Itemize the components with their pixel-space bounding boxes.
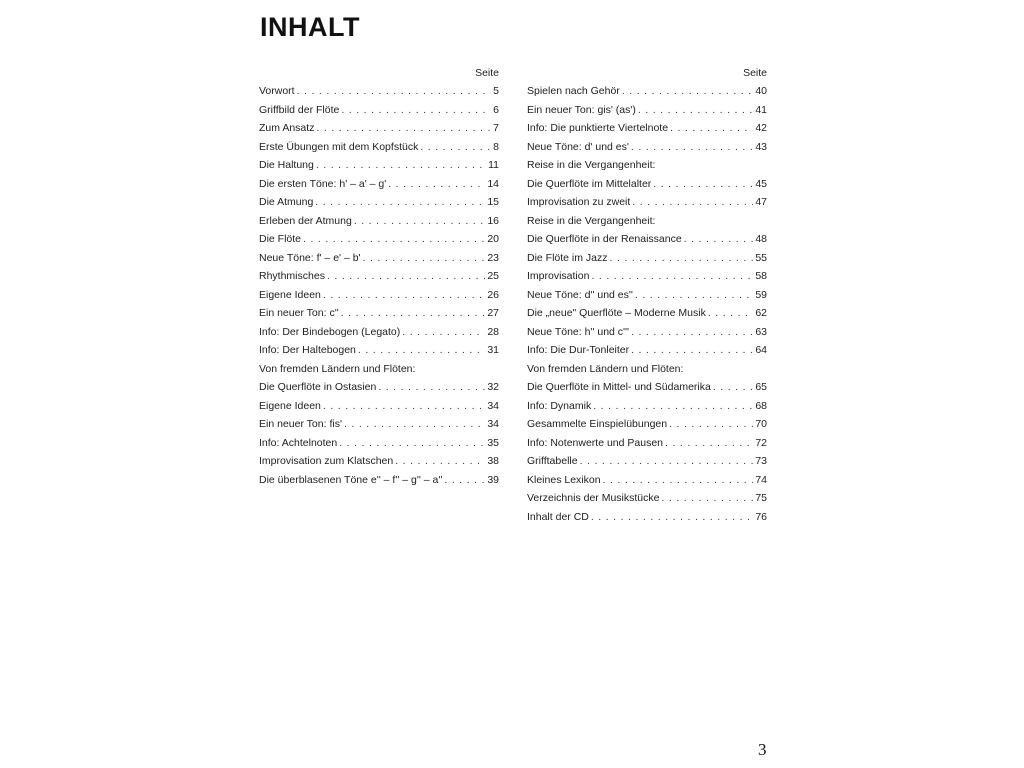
toc-entry[interactable] bbox=[259, 230, 499, 249]
toc-leader-dots bbox=[638, 101, 753, 120]
toc-leader-dots bbox=[631, 323, 753, 342]
toc-entry-page: 7 bbox=[493, 122, 499, 134]
toc-entry-page: 65 bbox=[755, 381, 767, 393]
toc-entry-title: Info: Der Haltebogen bbox=[259, 344, 356, 356]
toc-entry[interactable] bbox=[527, 360, 767, 379]
toc-entry-page: 48 bbox=[755, 233, 767, 245]
toc-entry[interactable] bbox=[259, 434, 499, 453]
toc-leader-dots bbox=[631, 341, 753, 360]
toc-entry-page: 34 bbox=[487, 418, 499, 430]
toc-entry-title: Die überblasenen Töne e'' – f'' – g'' – a'' bbox=[259, 473, 443, 486]
toc-entry-title: Die Flöte bbox=[259, 233, 302, 245]
toc-entry-title: Erleben der Atmung bbox=[259, 214, 352, 227]
toc-entry[interactable] bbox=[527, 286, 767, 305]
toc-entry[interactable] bbox=[259, 397, 499, 416]
toc-entry-title: Verzeichnis der Musikstücke bbox=[527, 492, 660, 504]
toc-entry-title: Info: Achtelnoten bbox=[259, 436, 338, 449]
toc-entry-page: 28 bbox=[487, 325, 499, 338]
toc-entry[interactable] bbox=[527, 471, 767, 490]
toc-leader-dots bbox=[316, 156, 486, 175]
toc-leader-dots bbox=[327, 267, 485, 286]
toc-entry[interactable] bbox=[527, 341, 767, 360]
toc-entry-title: Info: Die Dur-Tonleiter bbox=[527, 344, 630, 356]
toc-entry[interactable] bbox=[527, 434, 767, 453]
toc-leader-dots bbox=[591, 267, 753, 286]
toc-entry[interactable] bbox=[527, 138, 767, 157]
toc-leader-dots bbox=[323, 286, 485, 305]
toc-entry[interactable] bbox=[259, 267, 499, 286]
toc-leader-dots bbox=[339, 434, 485, 453]
toc-leader-dots bbox=[444, 471, 485, 490]
toc-entry-page: 31 bbox=[487, 344, 499, 356]
toc-entry[interactable] bbox=[527, 82, 767, 101]
toc-leader-dots bbox=[363, 249, 486, 268]
toc-entry-title: Eigene Ideen bbox=[259, 288, 321, 301]
toc-entry[interactable] bbox=[259, 415, 499, 434]
toc-entry[interactable] bbox=[259, 323, 499, 342]
toc-entry[interactable] bbox=[259, 378, 499, 397]
toc-entry-title: Die ersten Töne: h' – a' – g' bbox=[259, 177, 387, 190]
toc-entry-page: 43 bbox=[755, 140, 767, 153]
toc-entry[interactable] bbox=[527, 230, 767, 249]
toc-leader-dots bbox=[653, 175, 753, 194]
toc-entry-page: 39 bbox=[487, 473, 499, 486]
toc-entry-title: Kleines Lexikon bbox=[527, 473, 601, 486]
toc-leader-dots bbox=[303, 230, 485, 249]
page-title: INHALT bbox=[260, 12, 360, 42]
toc-entry[interactable] bbox=[259, 249, 499, 268]
toc-entry-title: Reise in die Vergangenheit: bbox=[527, 214, 656, 227]
toc-entry-title: Info: Notenwerte und Pausen bbox=[527, 436, 664, 449]
toc-right-column bbox=[527, 66, 767, 526]
toc-leader-dots bbox=[395, 452, 485, 471]
toc-entry-title: Reise in die Vergangenheit: bbox=[527, 159, 656, 171]
toc-entry-page: 70 bbox=[755, 418, 767, 430]
toc-entry[interactable] bbox=[259, 452, 499, 471]
toc-entry-title: Die „neue" Querflöte – Moderne Musik bbox=[527, 307, 706, 319]
toc-entry[interactable] bbox=[527, 249, 767, 268]
toc-entry-page: 74 bbox=[755, 473, 767, 486]
toc-leader-dots bbox=[593, 397, 753, 416]
toc-entry-page: 15 bbox=[487, 196, 499, 208]
toc-entry-page: 16 bbox=[487, 214, 499, 227]
toc-right-list bbox=[527, 82, 767, 526]
toc-entry-title: Ein neuer Ton: fis' bbox=[259, 418, 342, 430]
toc-entry-title: Die Flöte im Jazz bbox=[527, 251, 608, 264]
toc-entry-title: Ein neuer Ton: gis' (as') bbox=[527, 103, 636, 116]
toc-entry[interactable] bbox=[259, 156, 499, 175]
toc-entry[interactable] bbox=[527, 193, 767, 212]
toc-leader-dots bbox=[341, 101, 491, 120]
page-number: 3 bbox=[758, 740, 767, 759]
toc-entry-page: 34 bbox=[487, 399, 499, 412]
toc-entry-title: Improvisation bbox=[527, 270, 590, 282]
toc-entry[interactable] bbox=[527, 452, 767, 471]
toc-leader-dots bbox=[341, 304, 486, 323]
toc-entry[interactable] bbox=[259, 471, 499, 490]
toc-entry-page: 76 bbox=[755, 510, 767, 523]
toc-entry-title: Neue Töne: h'' und c''' bbox=[527, 325, 630, 338]
toc-leader-dots bbox=[708, 304, 753, 323]
toc-entry-title: Die Haltung bbox=[259, 159, 314, 171]
toc-entry-page: 40 bbox=[755, 85, 767, 97]
toc-entry-title: Die Querflöte in der Renaissance bbox=[527, 233, 682, 245]
toc-entry-title: Improvisation zum Klatschen bbox=[259, 455, 394, 467]
toc-entry[interactable] bbox=[527, 508, 767, 527]
toc-leader-dots bbox=[316, 119, 491, 138]
toc-leader-dots bbox=[661, 489, 753, 508]
seite-label-left: Seite bbox=[475, 67, 499, 79]
toc-leader-dots bbox=[323, 397, 485, 416]
toc-leader-dots bbox=[315, 193, 485, 212]
toc-entry-title: Griffbild der Flöte bbox=[259, 103, 340, 116]
toc-entry-title: Erste Übungen mit dem Kopfstück bbox=[259, 140, 419, 153]
toc-entry-title: Von fremden Ländern und Flöten: bbox=[527, 362, 684, 375]
toc-leader-dots bbox=[354, 212, 486, 231]
toc-entry-title: Spielen nach Gehör bbox=[527, 85, 620, 97]
toc-entry-page: 47 bbox=[755, 196, 767, 208]
toc-entry-page: 41 bbox=[755, 103, 767, 116]
toc-leader-dots bbox=[378, 378, 485, 397]
toc-entry-page: 32 bbox=[487, 381, 499, 393]
toc-entry-title: Die Querflöte im Mittelalter bbox=[527, 177, 652, 190]
toc-entry-page: 27 bbox=[487, 307, 499, 319]
toc-entry[interactable] bbox=[527, 175, 767, 194]
toc-entry-page: 64 bbox=[755, 344, 767, 356]
toc-entry-title: Gesammelte Einspielübungen bbox=[527, 418, 668, 430]
toc-entry-title: Die Querflöte in Ostasien bbox=[259, 381, 377, 393]
toc-entry-page: 23 bbox=[487, 251, 499, 264]
toc-leader-dots bbox=[684, 230, 754, 249]
toc-leader-dots bbox=[622, 82, 753, 101]
toc-entry-page: 26 bbox=[487, 288, 499, 301]
toc-leader-dots bbox=[297, 82, 492, 101]
toc-entry[interactable] bbox=[259, 119, 499, 138]
toc-entry[interactable] bbox=[259, 82, 499, 101]
toc-entry[interactable] bbox=[527, 119, 767, 138]
toc-entry[interactable] bbox=[527, 323, 767, 342]
toc-entry[interactable] bbox=[527, 378, 767, 397]
toc-entry-page: 11 bbox=[488, 159, 499, 171]
toc-entry[interactable] bbox=[527, 156, 767, 175]
toc-leader-dots bbox=[580, 452, 754, 471]
toc-entry-page: 35 bbox=[487, 436, 499, 449]
toc-leader-dots bbox=[632, 193, 753, 212]
toc-entry-title: Vorwort bbox=[259, 85, 295, 97]
toc-entry-title: Neue Töne: d'' und es'' bbox=[527, 288, 633, 301]
toc-entry[interactable] bbox=[259, 286, 499, 305]
toc-entry-title: Neue Töne: d' und es' bbox=[527, 140, 629, 153]
toc-entry-title: Die Atmung bbox=[259, 196, 314, 208]
toc-entry-title: Ein neuer Ton: c'' bbox=[259, 307, 339, 319]
toc-entry[interactable] bbox=[527, 415, 767, 434]
toc-entry-title: Die Querflöte in Mittel- und Südamerika bbox=[527, 381, 711, 393]
toc-entry[interactable] bbox=[259, 175, 499, 194]
toc-entry-page: 75 bbox=[755, 492, 767, 504]
toc-entry-title: Inhalt der CD bbox=[527, 510, 589, 523]
toc-entry-page: 45 bbox=[755, 177, 767, 190]
toc-entry-title: Zum Ansatz bbox=[259, 122, 315, 134]
toc-entry-title: Info: Der Bindebogen (Legato) bbox=[259, 325, 401, 338]
toc-entry-title: Eigene Ideen bbox=[259, 399, 321, 412]
toc-entry-page: 20 bbox=[487, 233, 499, 245]
toc-entry[interactable] bbox=[527, 212, 767, 231]
toc-entry-page: 42 bbox=[755, 122, 767, 134]
toc-entry-page: 25 bbox=[487, 270, 499, 282]
toc-entry-title: Rhythmisches bbox=[259, 270, 325, 282]
toc-leader-dots bbox=[603, 471, 754, 490]
toc-entry[interactable] bbox=[527, 397, 767, 416]
toc-entry[interactable] bbox=[527, 489, 767, 508]
toc-entry-title: Info: Dynamik bbox=[527, 399, 592, 412]
toc-entry-page: 6 bbox=[493, 103, 499, 116]
toc-leader-dots bbox=[344, 415, 485, 434]
toc-entry-page: 58 bbox=[755, 270, 767, 282]
toc-left-column bbox=[259, 66, 499, 489]
toc-entry[interactable] bbox=[527, 267, 767, 286]
toc-entry-title: Neue Töne: f' – e' – b' bbox=[259, 251, 361, 264]
toc-entry-page: 5 bbox=[493, 85, 499, 97]
toc-leader-dots bbox=[591, 508, 753, 527]
toc-entry-page: 72 bbox=[755, 436, 767, 449]
toc-entry-page: 38 bbox=[487, 455, 499, 467]
toc-entry-page: 68 bbox=[755, 399, 767, 412]
toc-entry-title: Grifftabelle bbox=[527, 455, 578, 467]
toc-leader-dots bbox=[713, 378, 753, 397]
toc-entry[interactable] bbox=[527, 101, 767, 120]
toc-entry-page: 63 bbox=[755, 325, 767, 338]
toc-leader-dots bbox=[670, 119, 753, 138]
toc-entry-page: 55 bbox=[755, 251, 767, 264]
toc-entry-page: 73 bbox=[755, 455, 767, 467]
toc-leader-dots bbox=[631, 138, 753, 157]
toc-entry[interactable] bbox=[259, 360, 499, 379]
seite-label-right: Seite bbox=[743, 67, 767, 79]
toc-entry[interactable] bbox=[259, 304, 499, 323]
toc-entry-title: Improvisation zu zweit bbox=[527, 196, 631, 208]
toc-leader-dots bbox=[420, 138, 491, 157]
toc-leader-dots bbox=[665, 434, 753, 453]
toc-leader-dots bbox=[358, 341, 485, 360]
toc-entry-title: Von fremden Ländern und Flöten: bbox=[259, 362, 416, 375]
toc-leader-dots bbox=[388, 175, 485, 194]
toc-leader-dots bbox=[402, 323, 485, 342]
toc-entry[interactable] bbox=[259, 193, 499, 212]
toc-leader-dots bbox=[610, 249, 754, 268]
toc-entry-page: 8 bbox=[493, 140, 499, 153]
toc-entry-page: 14 bbox=[487, 177, 499, 190]
toc-entry[interactable] bbox=[259, 138, 499, 157]
toc-entry[interactable] bbox=[259, 212, 499, 231]
toc-entry-title: Info: Die punktierte Viertelnote bbox=[527, 122, 669, 134]
toc-entry[interactable] bbox=[527, 304, 767, 323]
toc-entry[interactable] bbox=[259, 101, 499, 120]
toc-entry-page: 62 bbox=[755, 307, 767, 319]
toc-leader-dots bbox=[669, 415, 753, 434]
toc-entry[interactable] bbox=[259, 341, 499, 360]
toc-entry-page: 59 bbox=[755, 288, 767, 301]
toc-leader-dots bbox=[635, 286, 753, 305]
toc-left-list bbox=[259, 82, 499, 489]
